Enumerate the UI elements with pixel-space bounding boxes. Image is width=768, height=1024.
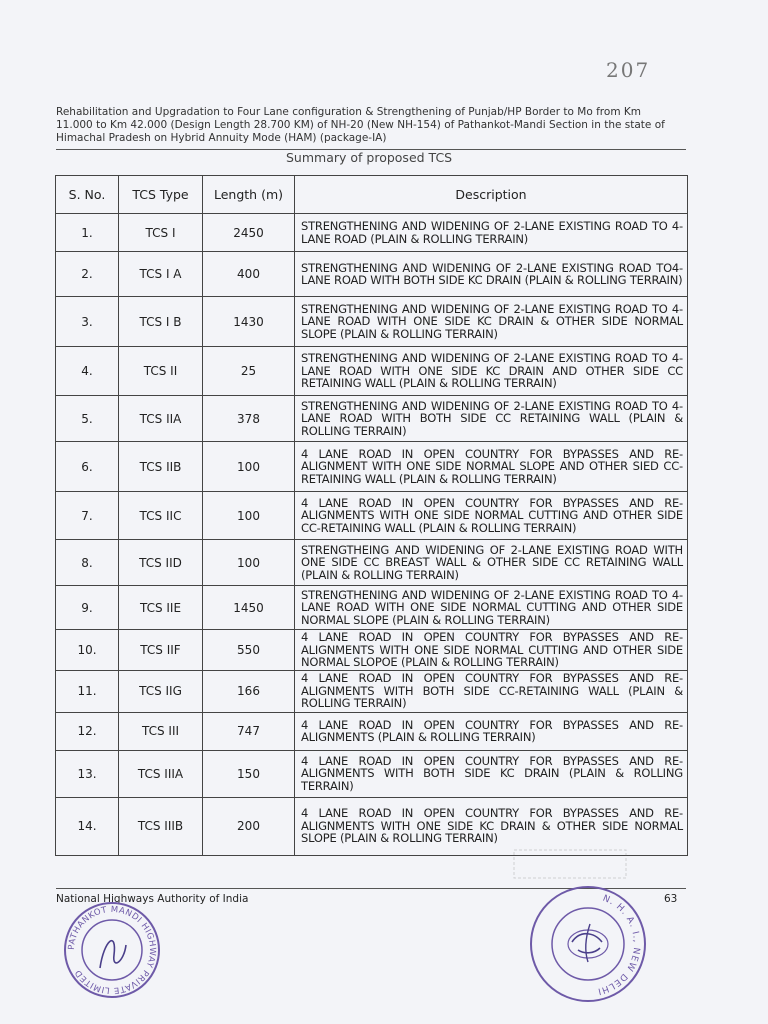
cell-description: 4 LANE ROAD IN OPEN COUNTRY FOR BYPASSES AND RE-ALIGNMENTS (PLAIN & ROLLING TERRAIN) — [295, 712, 688, 750]
cell-description: 4 LANE ROAD IN OPEN COUNTRY FOR BYPASSES AND RE-ALIGNMENTS WITH BOTH SIDE CC-RETAINING WALL (PLAIN & ROLLING TERRAIN) — [295, 670, 688, 712]
table-row — [56, 442, 688, 492]
cell-length: 25 — [203, 347, 295, 396]
footer-page-number: 63 — [664, 893, 678, 905]
table-row — [56, 252, 688, 297]
cell-tcs-type: TCS IIIA — [119, 750, 203, 797]
cell-sno: 10. — [56, 630, 119, 671]
cell-length: 2450 — [203, 214, 295, 252]
cell-tcs-type: TCS I — [119, 214, 203, 252]
table-header-row — [56, 176, 688, 214]
cell-length: 1450 — [203, 586, 295, 630]
cell-tcs-type: TCS IIF — [119, 630, 203, 671]
cell-sno: 2. — [56, 252, 119, 297]
header-sno: S. No. — [56, 176, 119, 214]
cell-description: STRENGTHENING AND WIDENING OF 2-LANE EXISTING ROAD TO4-LANE ROAD WITH BOTH SIDE KC DRAIN (PLAIN & ROLLING TERRAIN) — [295, 252, 688, 297]
cell-length: 200 — [203, 797, 295, 855]
cell-sno: 7. — [56, 492, 119, 540]
cell-tcs-type: TCS II — [119, 347, 203, 396]
table-row — [56, 297, 688, 347]
table-row — [56, 214, 688, 252]
cell-sno: 9. — [56, 586, 119, 630]
header-length: Length (m) — [203, 176, 295, 214]
cell-tcs-type: TCS IIC — [119, 492, 203, 540]
document-heading: Rehabilitation and Upgradation to Four Lane configuration & Strengthening of Punjab/HP Border to Mo from Km 11.000 to Km 42.000 (Design Length 28.700 KM) of NH-20 (New NH-154) of Pathankot-Mandi Section in the state of Himachal Pradesh on Hybrid Annuity Mode (HAM) (package-IA) — [56, 106, 665, 144]
svg-text:PATHANKOT MANDI HIGHWAY PRIVAT — [67, 905, 157, 995]
cell-sno: 8. — [56, 540, 119, 586]
company-seal-text: PATHANKOT MANDI HIGHWAY PRIVATE LIMITED — [66, 904, 158, 996]
summary-title: Summary of proposed TCS — [286, 150, 453, 165]
cell-length: 400 — [203, 252, 295, 297]
table-row — [56, 630, 688, 671]
cell-description: 4 LANE ROAD IN OPEN COUNTRY FOR BYPASSES AND RE-ALIGNMENT WITH ONE SIDE NORMAL SLOPE AND OTHER SIED CC-RETAINING WALL (PLAIN & ROLLING TERRAIN) — [295, 442, 688, 492]
cell-tcs-type: TCS IIE — [119, 586, 203, 630]
cell-length: 550 — [203, 630, 295, 671]
page-number: 207 — [606, 58, 651, 82]
header-description: Description — [295, 176, 688, 214]
cell-length: 150 — [203, 750, 295, 797]
cell-tcs-type: TCS I A — [119, 252, 203, 297]
cell-description: STRENGTHENING AND WIDENING OF 2-LANE EXISTING ROAD TO 4-LANE ROAD WITH ONE SIDE KC DRAIN & OTHER SIDE NORMAL SLOPE (PLAIN & ROLLING TERRAIN) — [295, 297, 688, 347]
cell-description: 4 LANE ROAD IN OPEN COUNTRY FOR BYPASSES AND RE-ALIGNMENTS WITH ONE SIDE NORMAL CUTTING AND OTHER SIDE NORMAL SLOPOE (PLAIN & ROLLING TERRAIN) — [295, 630, 688, 671]
cell-description: STRENGTHEING AND WIDENING OF 2-LANE EXISTING ROAD WITH ONE SIDE CC BREAST WALL & OTHER SIDE CC RETAINING WALL (PLAIN & ROLLING TERRAIN) — [295, 540, 688, 586]
cell-description: STRENGTHENING AND WIDENING OF 2-LANE EXISTING ROAD TO 4-LANE ROAD (PLAIN & ROLLING TERRAIN) — [295, 214, 688, 252]
cell-sno: 1. — [56, 214, 119, 252]
tcs-summary-table — [55, 175, 688, 856]
cell-length: 378 — [203, 396, 295, 442]
cell-length: 100 — [203, 540, 295, 586]
cell-sno: 4. — [56, 347, 119, 396]
cell-tcs-type: TCS III — [119, 712, 203, 750]
cell-description: 4 LANE ROAD IN OPEN COUNTRY FOR BYPASSES AND RE-ALIGNMENTS WITH ONE SIDE NORMAL CUTTING AND OTHER SIDE CC-RETAINING WALL (PLAIN & ROLLING TERRAIN) — [295, 492, 688, 540]
cell-description: STRENGTHENING AND WIDENING OF 2-LANE EXISTING ROAD TO 4-LANE ROAD WITH ONE SIDE KC DRAIN AND OTHER SIDE CC RETAINING WALL (PLAIN & ROLLING TERRAIN) — [295, 347, 688, 396]
table-row — [56, 347, 688, 396]
cell-description: 4 LANE ROAD IN OPEN COUNTRY FOR BYPASSES AND RE-ALIGNMENTS WITH BOTH SIDE KC DRAIN (PLAIN & ROLLING TERRAIN) — [295, 750, 688, 797]
nhai-seal-stamp — [528, 884, 648, 1004]
svg-text:N. H. A. I., NEW DELHI — [596, 894, 641, 996]
table-row — [56, 750, 688, 797]
cell-length: 747 — [203, 712, 295, 750]
company-seal-stamp — [62, 900, 162, 1000]
cell-sno: 5. — [56, 396, 119, 442]
cell-length: 100 — [203, 492, 295, 540]
table-row — [56, 492, 688, 540]
cell-sno: 3. — [56, 297, 119, 347]
table-row — [56, 712, 688, 750]
footer-organization: National Highways Authority of India — [56, 893, 249, 905]
cell-sno: 13. — [56, 750, 119, 797]
table-row — [56, 586, 688, 630]
cell-length: 1430 — [203, 297, 295, 347]
header-tcs-type: TCS Type — [119, 176, 203, 214]
table-row — [56, 396, 688, 442]
cell-length: 100 — [203, 442, 295, 492]
cell-sno: 14. — [56, 797, 119, 855]
cell-description: STRENGTHENING AND WIDENING OF 2-LANE EXISTING ROAD TO 4-LANE ROAD WITH BOTH SIDE CC RETAINING WALL (PLAIN & ROLLING TERRAIN) — [295, 396, 688, 442]
cell-sno: 11. — [56, 670, 119, 712]
cell-description: STRENGTHENING AND WIDENING OF 2-LANE EXISTING ROAD TO 4-LANE ROAD WITH ONE SIDE NORMAL CUTTING AND OTHER SIDE NORMAL SLOPE (PLAIN & ROLLING TERRAIN) — [295, 586, 688, 630]
cell-length: 166 — [203, 670, 295, 712]
cell-sno: 6. — [56, 442, 119, 492]
nhai-seal-text: N. H. A. I., NEW DELHI — [595, 893, 642, 997]
cell-tcs-type: TCS IIIB — [119, 797, 203, 855]
table-row — [56, 670, 688, 712]
table-row — [56, 540, 688, 586]
cell-sno: 12. — [56, 712, 119, 750]
cell-tcs-type: TCS I B — [119, 297, 203, 347]
cell-tcs-type: TCS IIG — [119, 670, 203, 712]
faint-stamp-impression — [510, 844, 630, 884]
cell-tcs-type: TCS IIA — [119, 396, 203, 442]
cell-description: 4 LANE ROAD IN OPEN COUNTRY FOR BYPASSES AND RE-ALIGNMENTS WITH ONE SIDE KC DRAIN & OTHER SIDE NORMAL SLOPE (PLAIN & ROLLING TERRAIN) — [295, 797, 688, 855]
cell-tcs-type: TCS IIB — [119, 442, 203, 492]
cell-tcs-type: TCS IID — [119, 540, 203, 586]
